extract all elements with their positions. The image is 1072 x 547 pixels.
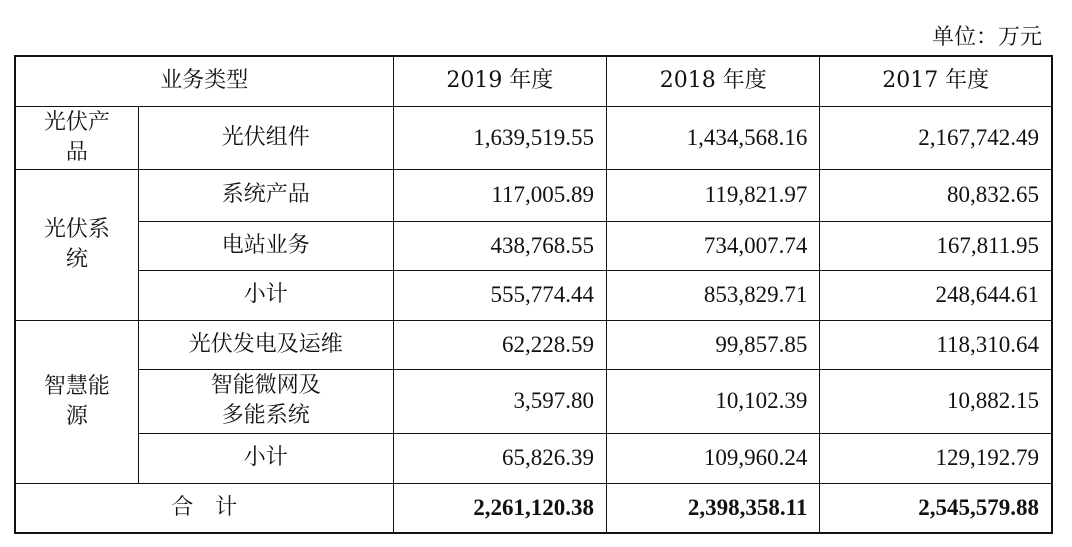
value-cell-2017: 80,832.65 bbox=[820, 169, 1052, 221]
header-2018: 2018 年度 bbox=[607, 56, 820, 106]
subcategory-cell bbox=[138, 221, 393, 270]
subcategory-cell bbox=[138, 433, 393, 483]
value-cell-2019: 62,228.59 bbox=[393, 320, 606, 369]
value-cell-2017: 10,882.15 bbox=[820, 369, 1052, 433]
subcategory-cell bbox=[138, 320, 393, 369]
value-cell-2019: 117,005.89 bbox=[393, 169, 606, 221]
total-row bbox=[15, 483, 1052, 533]
subcategory-label-line: 小计 bbox=[243, 282, 288, 307]
table-row bbox=[15, 369, 1052, 433]
value-cell-2019: 1,639,519.55 bbox=[393, 106, 606, 169]
value-cell-2019: 555,774.44 bbox=[393, 270, 606, 320]
revenue-table bbox=[14, 55, 1053, 534]
subcategory-cell bbox=[138, 106, 393, 169]
value-cell-2019: 65,826.39 bbox=[393, 433, 606, 483]
category-label-line: 统 bbox=[65, 246, 88, 272]
value-cell-2018: 109,960.24 bbox=[607, 433, 820, 483]
table-row bbox=[15, 270, 1052, 320]
value-cell-2017: 118,310.64 bbox=[820, 320, 1052, 369]
value-cell-2017: 167,811.95 bbox=[820, 221, 1052, 270]
header-2017: 2017 年度 bbox=[820, 56, 1052, 106]
header-2019: 2019 年度 bbox=[393, 56, 606, 106]
value-cell-2018: 1,434,568.16 bbox=[607, 106, 820, 169]
category-cell bbox=[15, 169, 138, 320]
subcategory-label-line: 光伏组件 bbox=[221, 124, 310, 150]
value-cell-2017: 129,192.79 bbox=[820, 433, 1052, 483]
subcategory-label-line: 智能微网及 bbox=[210, 373, 321, 398]
header-business-type: 业务类型 bbox=[15, 56, 393, 106]
category-cell bbox=[15, 106, 138, 169]
subcategory-cell bbox=[138, 169, 393, 221]
subcategory-label-line: 多能系统 bbox=[221, 403, 310, 428]
table-row bbox=[15, 433, 1052, 483]
category-label-line: 光伏系 bbox=[43, 216, 110, 242]
subcategory-label-line: 光伏发电及运维 bbox=[188, 331, 343, 357]
value-cell-2017: 248,644.61 bbox=[820, 270, 1052, 320]
subcategory-label-line: 电站业务 bbox=[221, 232, 310, 258]
total-label: 合 计 bbox=[15, 483, 393, 533]
category-label-line: 智慧能 bbox=[43, 373, 110, 399]
subcategory-label-line: 系统产品 bbox=[221, 182, 310, 207]
table-header-row bbox=[15, 56, 1052, 106]
table-row bbox=[15, 221, 1052, 270]
table-row bbox=[15, 320, 1052, 369]
unit-label: 单位：万元 bbox=[931, 25, 1042, 50]
table-row bbox=[15, 106, 1052, 169]
total-value-2017: 2,545,579.88 bbox=[820, 483, 1052, 533]
value-cell-2018: 734,007.74 bbox=[607, 221, 820, 270]
value-cell-2018: 853,829.71 bbox=[607, 270, 820, 320]
total-value-2018: 2,398,358.11 bbox=[607, 483, 820, 533]
category-label-line: 源 bbox=[65, 403, 88, 429]
value-cell-2019: 438,768.55 bbox=[393, 221, 606, 270]
value-cell-2018: 119,821.97 bbox=[607, 169, 820, 221]
value-cell-2019: 3,597.80 bbox=[393, 369, 606, 433]
total-value-2019: 2,261,120.38 bbox=[393, 483, 606, 533]
category-label-line: 品 bbox=[65, 139, 88, 165]
value-cell-2017: 2,167,742.49 bbox=[820, 106, 1052, 169]
subcategory-label-line: 小计 bbox=[243, 445, 288, 470]
value-cell-2018: 99,857.85 bbox=[607, 320, 820, 369]
value-cell-2018: 10,102.39 bbox=[607, 369, 820, 433]
category-label-line: 光伏产 bbox=[43, 109, 110, 135]
category-cell bbox=[15, 320, 138, 483]
subcategory-cell bbox=[138, 270, 393, 320]
table-row bbox=[15, 169, 1052, 221]
subcategory-cell bbox=[138, 369, 393, 433]
